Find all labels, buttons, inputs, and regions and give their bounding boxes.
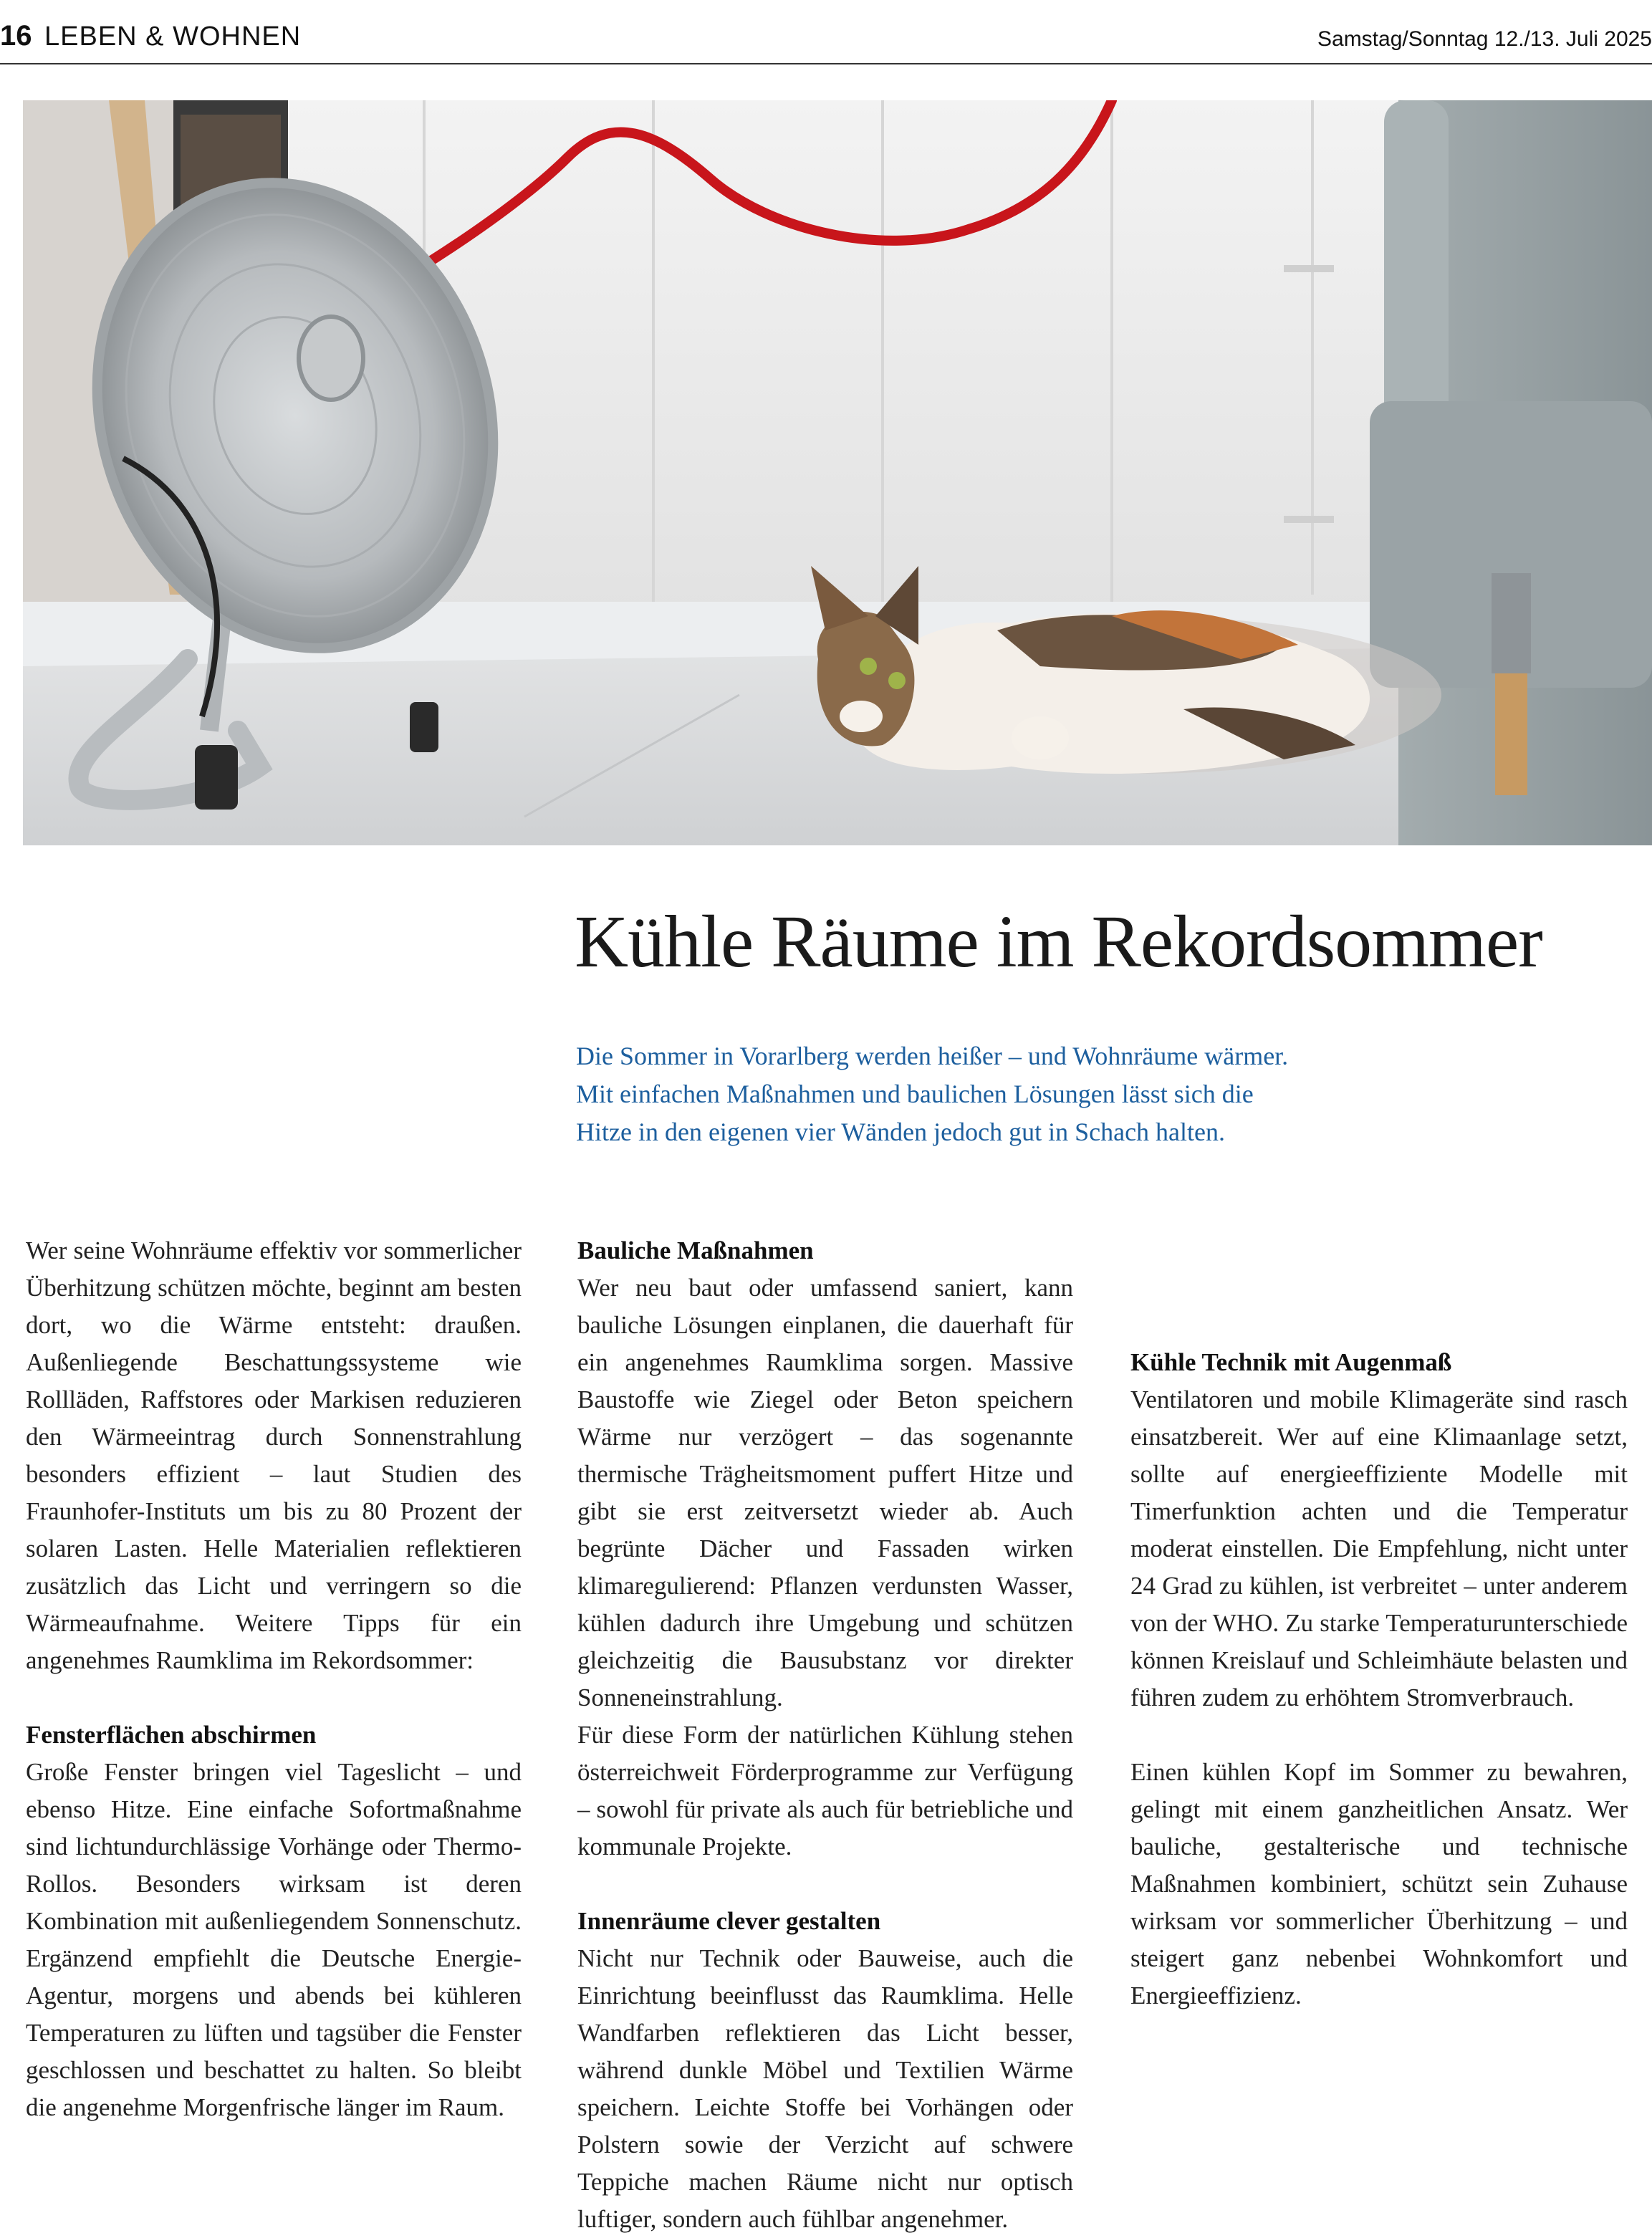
section-paragraph: Für diese Form der natürlichen Kühlung stehen österreichweit Förderprogramme zur Verfügung – sowohl für private als auch für betriebliche und kommunale Projekte. [577, 1721, 1073, 1860]
section-paragraph: Wer neu baut oder umfassend saniert, kann bauliche Lösungen einplanen, die dauerhaft für ein angenehmes Raumklima sorgen. Massive Baustoffe wie Ziegel oder Beton speichern Wärme nur verzögert – das sogenannte thermische Trägheitsmoment puffert Hitze und gibt sie erst zeitversetzt wieder ab. Auch begrünte Dächer und Fassaden wirken klimaregulierend: Pflanzen verdunsten Wasser, kühlen dadurch ihre Umgebung und schützen gleichzeitig die Bausubstanz vor direkter Sonneneinstrahlung. [577, 1274, 1073, 1711]
header-rule [0, 63, 1652, 64]
intro-paragraph: Wer seine Wohnräume effektiv vor sommerlicher Überhitzung schützen möchte, beginnt am besten dort, wo die Wärme entsteht: draußen. Außenliegende Beschattungssysteme wie Rollläden, Raffstores oder Markisen reduzieren den Wärmeeintrag durch Sonnenstrahlung besonders effizient – laut Studien des Fraunhofer-Instituts um bis zu 80 Prozent der solaren Lasten. Helle Materialien reflektieren zusätzlich das Licht und verringern so die Wärmeaufnahme. Weitere Tipps für ein angenehmes Raumklima im Rekordsommer: [26, 1236, 522, 1674]
article-photo [23, 100, 1652, 845]
issue-date: Samstag/Sonntag 12./13. Juli 2025 [1317, 27, 1652, 51]
subheading-kuehle-technik: Kühle Technik mit Augenmaß [1130, 1348, 1452, 1376]
article-column-3 [1130, 1232, 1628, 2014]
article-column-2 [577, 1232, 1073, 2238]
sofa-icon [1370, 100, 1652, 845]
standfirst-line: Hitze in den eigenen vier Wänden jedoch gut in Schach halten. [576, 1118, 1226, 1146]
article-standfirst [576, 1037, 1507, 1151]
subheading-fensterflaechen: Fensterflächen abschirmen [26, 1721, 317, 1749]
subheading-innenraeume: Innenräume clever gestalten [577, 1907, 881, 1935]
page-number: 16 [0, 20, 32, 52]
article-headline: Kühle Räume im Rekordsommer [575, 901, 1542, 983]
section-paragraph: Große Fenster bringen viel Tageslicht – und ebenso Hitze. Eine einfache Sofortmaßnahme sind lichtundurchlässige Vorhänge oder Thermo-Rollos. Besonders wirksam ist deren Kombination mit außenliegendem Sonnenschutz. Ergänzend empfiehlt die Deutsche Energie-Agentur, morgens und abends bei kühleren Temperaturen zu lüften und tagsüber die Fenster geschlossen und beschattet zu halten. So bleibt die angenehme Morgenfrische länger im Raum. [26, 1758, 522, 2121]
section-paragraph: Ventilatoren und mobile Klimageräte sind rasch einsatzbereit. Wer auf eine Klimaanlage setzt, sollte auf energieeffiziente Modelle mit Timerfunktion achten und die Temperatur moderat einstellen. Die Empfehlung, nicht unter 24 Grad zu kühlen, ist verbreitet – unter anderem von der WHO. Zu starke Temperaturunterschiede können Kreislauf und Schleimhäute belasten und führen zudem zu erhöhtem Stromverbrauch. [1130, 1385, 1628, 1711]
subheading-bauliche-massnahmen: Bauliche Maßnahmen [577, 1236, 814, 1264]
section-paragraph: Nicht nur Technik oder Bauweise, auch die Einrichtung beeinflusst das Raumklima. Helle Wandfarben reflektieren das Licht besser, während dunkle Möbel und Textilien Wärme speichern. Leichte Stoffe bei Vorhängen oder Polstern sowie der Verzicht auf schwere Teppiche machen Räume nicht nur optisch luftiger, sondern auch fühlbar angenehmer. [577, 1944, 1073, 2233]
standfirst-line: Die Sommer in Vorarlberg werden heißer – und Wohnräume wärmer. [576, 1042, 1289, 1070]
section-name: LEBEN & WOHNEN [44, 21, 302, 52]
article-column-1 [26, 1232, 522, 2126]
page-header [0, 16, 1652, 63]
standfirst-line: Mit einfachen Maßnahmen und baulichen Lösungen lässt sich die [576, 1080, 1254, 1108]
conclusion-paragraph: Einen kühlen Kopf im Sommer zu bewahren, gelingt mit einem ganzheitlichen Ansatz. Wer bauliche, gestalterische und technische Maßnahmen kombiniert, schützt sein Zuhause wirksam vor sommerlicher Überhitzung – und steigert ganz nebenbei Wohnkomfort und Energieeffizienz. [1130, 1758, 1628, 2009]
